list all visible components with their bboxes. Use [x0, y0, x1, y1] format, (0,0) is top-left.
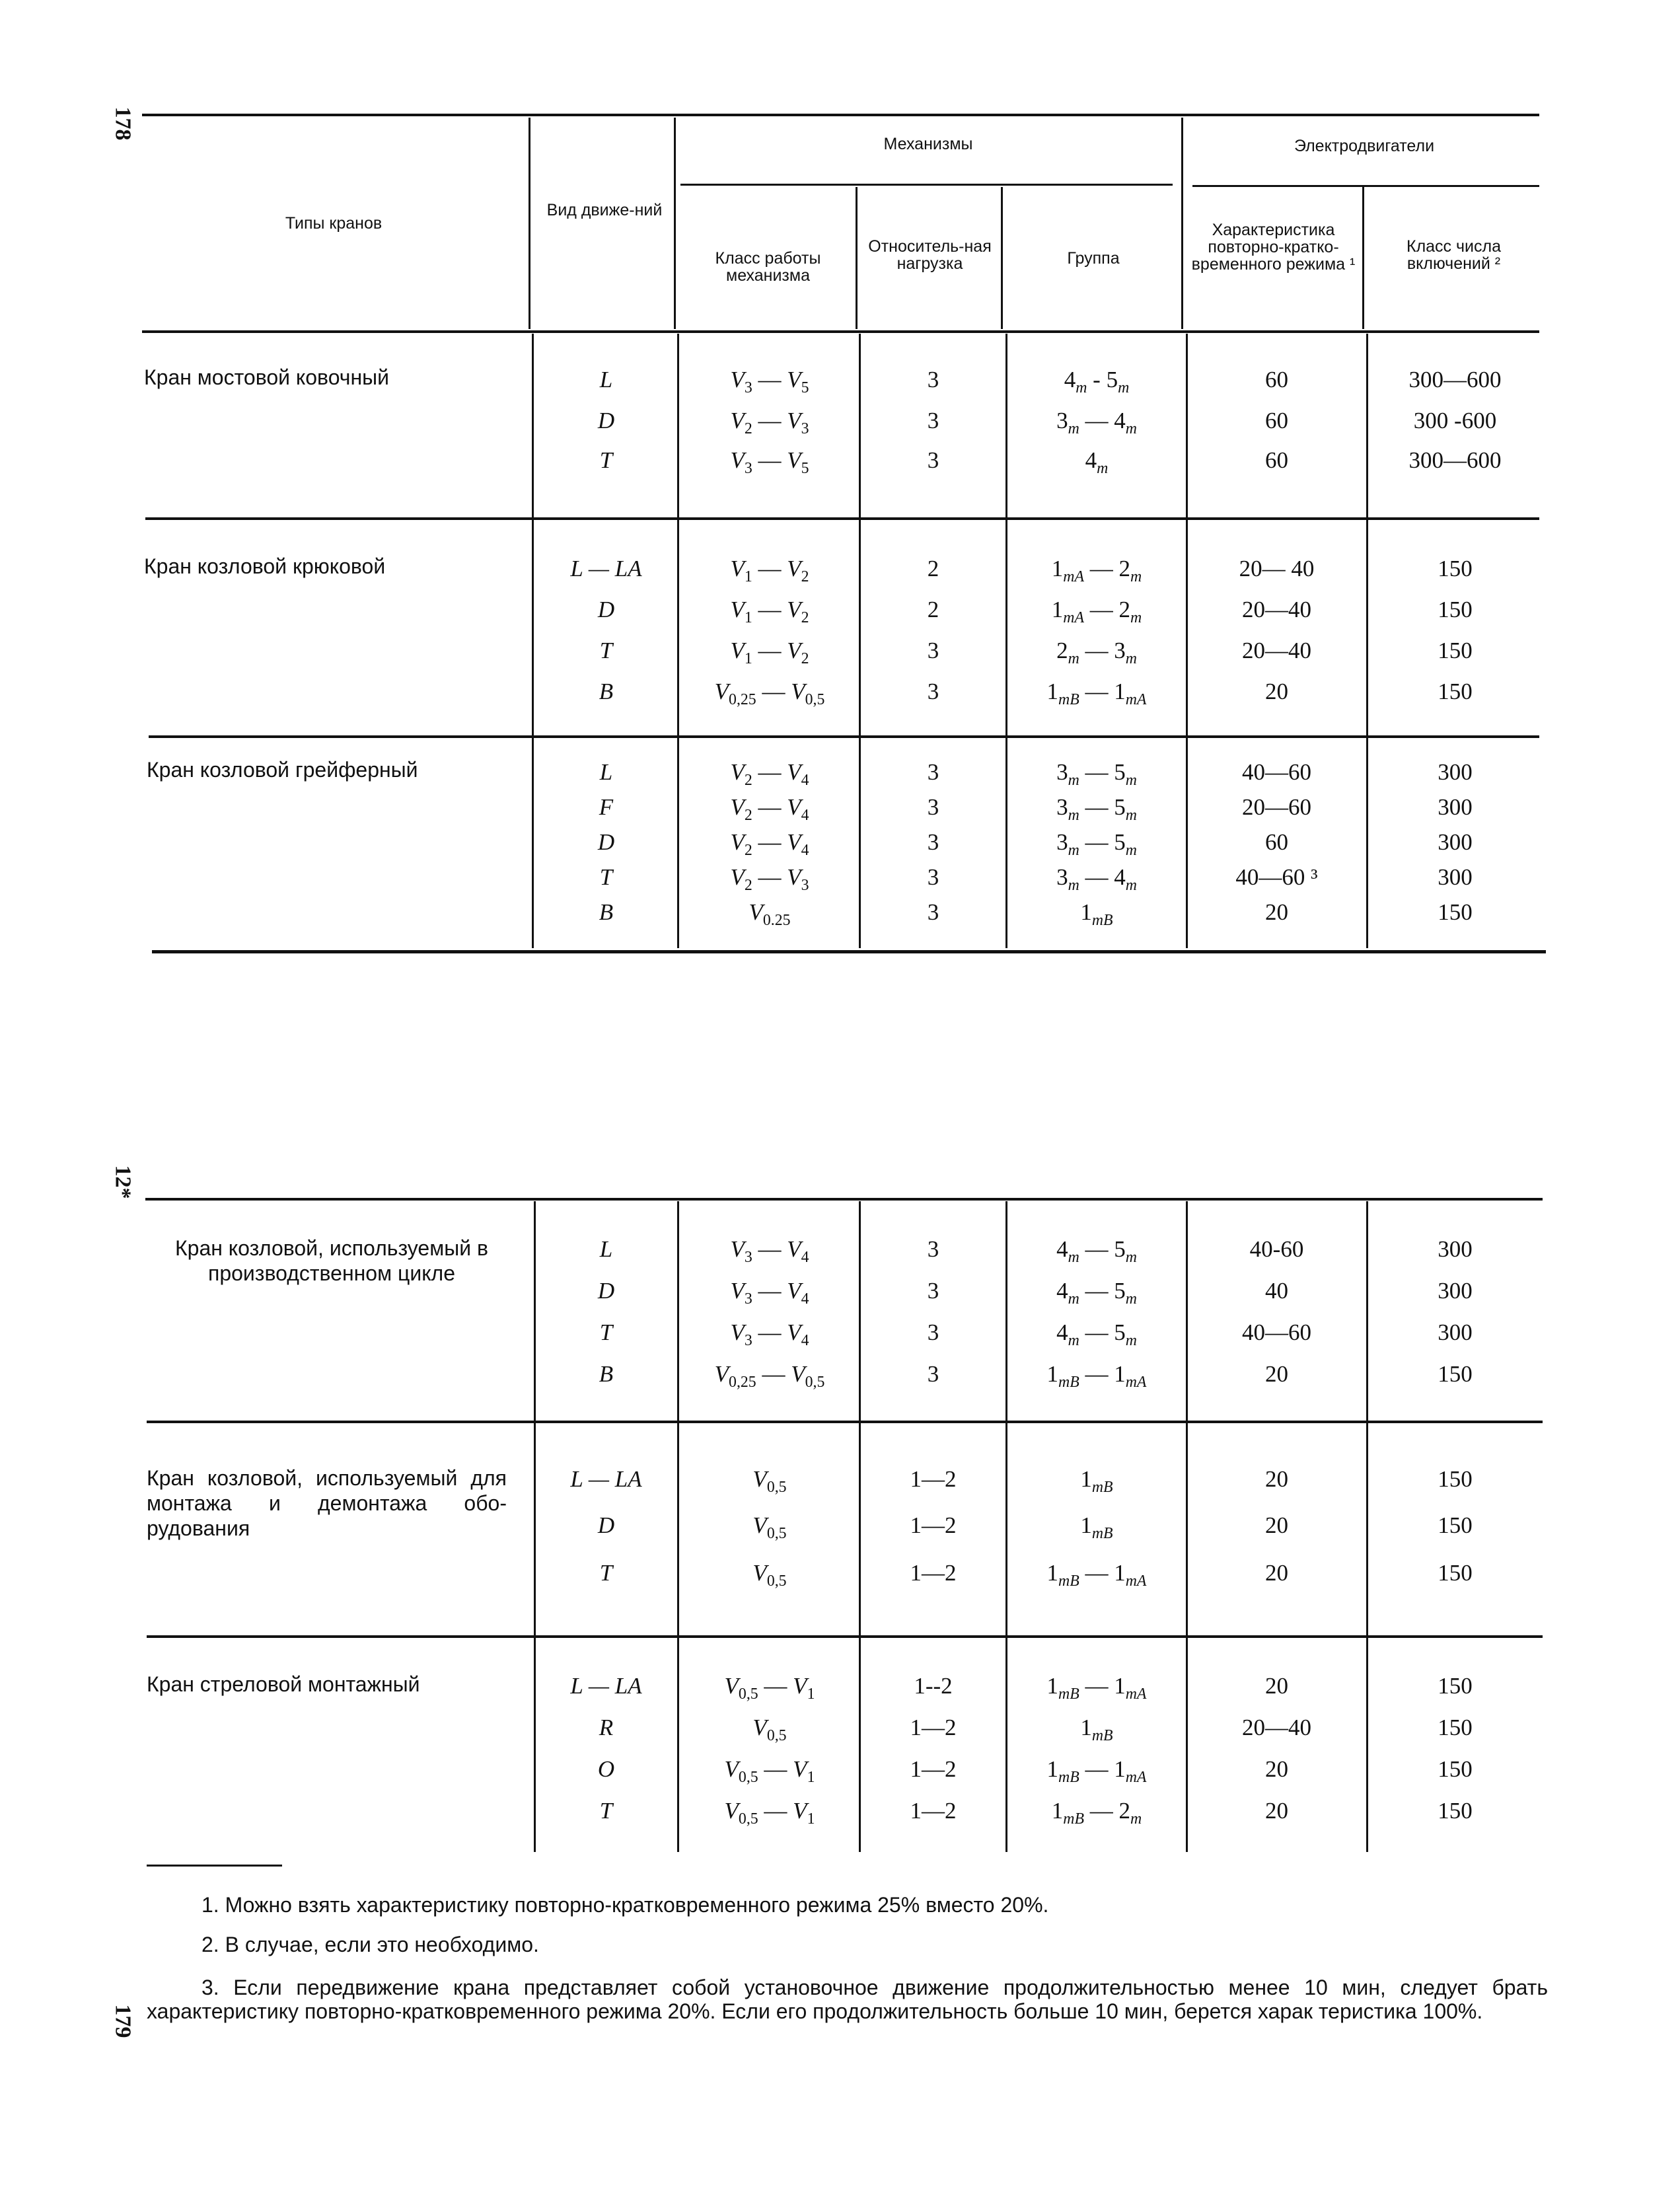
duty-cell: 40—60	[1242, 1319, 1311, 1345]
group-cell: $1_{mB}$	[1080, 1715, 1113, 1744]
footnote-2: 2. В случае, если это необходимо.	[201, 1933, 539, 1956]
motion-cell: L — LA	[570, 1466, 642, 1492]
col-rule	[677, 1201, 679, 1852]
switching-cell: 300	[1438, 864, 1473, 890]
duty-cell: 40-60	[1249, 1236, 1304, 1262]
group-cell: $3_m$ — $4_m$	[1056, 864, 1137, 894]
duty-cell: 60	[1265, 408, 1288, 433]
rule	[152, 950, 1546, 953]
motion-cell: D	[597, 597, 615, 622]
switching-cell: 300 -600	[1413, 408, 1497, 433]
switching-cell: 150	[1438, 1756, 1473, 1782]
work-class-cell: $V_3$ — $V_5$	[730, 447, 809, 477]
work-class-cell: $V_{0,5}$	[752, 1715, 787, 1744]
switching-cell: 150	[1438, 556, 1473, 581]
page-number-bottom: 179	[110, 2004, 135, 2038]
switching-cell: 300	[1438, 1319, 1473, 1345]
duty-cell: 60	[1265, 829, 1288, 855]
col-rule	[674, 118, 676, 329]
duty-cell: 20	[1265, 1466, 1288, 1492]
motion-cell: T	[599, 447, 613, 473]
rule	[145, 1198, 1543, 1201]
work-class-cell: $V_1$ — $V_2$	[730, 638, 809, 667]
group-cell: $1_{mB}$	[1080, 1512, 1113, 1542]
duty-cell: 60	[1265, 367, 1288, 392]
load-cell: 1—2	[910, 1512, 957, 1538]
motion-cell: F	[599, 794, 614, 820]
load-cell: 3	[927, 1361, 939, 1387]
duty-cell: 20	[1265, 1673, 1288, 1699]
work-class-cell: $V_{0,5}$	[752, 1560, 787, 1590]
work-class-cell: $V_3$ — $V_4$	[730, 1236, 809, 1266]
col-rule	[859, 334, 861, 948]
work-class-cell: $V_1$ — $V_2$	[730, 556, 809, 585]
motion-cell: O	[597, 1756, 615, 1782]
switching-cell: 300—600	[1408, 367, 1502, 392]
group-cell: $1_{mA}$ — $2_m$	[1051, 556, 1142, 585]
header-crane-types: Типы кранов	[285, 214, 383, 233]
work-class-cell: $V_3$ — $V_4$	[730, 1278, 809, 1308]
motion-cell: B	[599, 1361, 614, 1387]
group-cell: $1_{mB}$ — $1_{mA}$	[1046, 679, 1147, 708]
switching-cell: 150	[1438, 638, 1473, 663]
load-cell: 1—2	[910, 1466, 957, 1492]
group-cell: $1_{mB}$ — $1_{mA}$	[1046, 1361, 1147, 1391]
duty-cell: 20	[1265, 1756, 1288, 1782]
duty-cell: 40	[1265, 1278, 1288, 1304]
col-rule	[1186, 334, 1188, 948]
group-cell: $1_{mB}$	[1080, 1466, 1113, 1496]
section-label: Кран козловой, используемый в производственном цикле	[175, 1236, 488, 1285]
col-rule	[859, 1201, 861, 1852]
duty-cell: 60	[1265, 447, 1288, 473]
load-cell: 1—2	[910, 1715, 957, 1740]
load-cell: 3	[927, 367, 939, 392]
group-cell: $1_{mB}$ — $1_{mA}$	[1046, 1560, 1147, 1590]
group-cell: $3_m$ — $5_m$	[1056, 794, 1137, 824]
load-cell: 2	[927, 556, 939, 581]
work-class-cell: $V_{0,5}$ — $V_1$	[724, 1798, 815, 1828]
header-duty-characteristic: Характеристика повторно-кратко-временного режима ¹	[1191, 221, 1356, 274]
group-cell: $1_{mB}$ — $2_m$	[1051, 1798, 1142, 1828]
duty-cell: 20—60	[1242, 794, 1311, 820]
page-number-middle: 12*	[110, 1165, 135, 1199]
motion-cell: L — LA	[570, 1673, 642, 1699]
work-class-cell: $V_{0,5}$ — $V_1$	[724, 1756, 815, 1786]
motion-cell: D	[597, 408, 615, 433]
switching-cell: 300—600	[1408, 447, 1502, 473]
header-work-class: Класс работы механизма	[715, 249, 821, 285]
load-cell: 3	[927, 1236, 939, 1262]
col-rule	[1362, 187, 1364, 329]
col-rule	[1181, 118, 1183, 329]
group-cell: $1_{mB}$ — $1_{mA}$	[1046, 1673, 1147, 1703]
load-cell: 3	[927, 794, 939, 820]
switching-cell: 150	[1438, 1361, 1473, 1387]
work-class-cell: $V_{0,5}$	[752, 1466, 787, 1496]
work-class-cell: $V_3$ — $V_4$	[730, 1319, 809, 1349]
motion-cell: T	[599, 638, 613, 663]
motion-cell: D	[597, 829, 615, 855]
switching-cell: 150	[1438, 597, 1473, 622]
group-cell: $1_{mA}$ — $2_m$	[1051, 597, 1142, 626]
duty-cell: 20	[1265, 1512, 1288, 1538]
load-cell: 3	[927, 899, 939, 925]
motion-cell: T	[599, 864, 613, 890]
rule	[1192, 185, 1539, 187]
load-cell: 3	[927, 638, 939, 663]
work-class-cell: $V_{0,5}$	[752, 1512, 787, 1542]
motion-cell: L	[599, 367, 613, 392]
switching-cell: 150	[1438, 1673, 1473, 1699]
rule	[147, 1635, 1543, 1638]
group-cell: $1_{mB}$	[1080, 899, 1113, 929]
load-cell: 3	[927, 1278, 939, 1304]
switching-cell: 150	[1438, 1715, 1473, 1740]
footnote-3: 3. Если передвижение крана представляет собой установочное движение продолжительностью менее 10 мин, следует брать характеристику повторно-кратковременного режима 20%. Если его продолжительность больше 10 мин, берется харак теристика 100%.	[147, 1976, 1548, 2023]
motion-cell: T	[599, 1319, 613, 1345]
load-cell: 3	[927, 864, 939, 890]
duty-cell: 20	[1265, 1361, 1288, 1387]
page-number-top: 178	[110, 106, 135, 141]
load-cell: 2	[927, 597, 939, 622]
section-label: Кран стреловой монтажный	[147, 1672, 420, 1696]
work-class-cell: $V_3$ — $V_5$	[730, 367, 809, 396]
group-cell: $4_m$ — $5_m$	[1056, 1319, 1137, 1349]
load-cell: 1—2	[910, 1560, 957, 1586]
duty-cell: 20—40	[1242, 638, 1311, 663]
group-cell: $4_m - 5_m$	[1064, 367, 1130, 396]
duty-cell: 20—40	[1242, 597, 1311, 622]
col-rule	[1001, 187, 1003, 329]
group-cell: $2_m$ — $3_m$	[1056, 638, 1137, 667]
load-cell: 1—2	[910, 1798, 957, 1824]
load-cell: 1—2	[910, 1756, 957, 1782]
motion-cell: D	[597, 1278, 615, 1304]
duty-cell: 40—60 ³	[1235, 864, 1318, 890]
col-rule	[1186, 1201, 1188, 1852]
group-cell: $4_m$ — $5_m$	[1056, 1278, 1137, 1308]
rule	[149, 735, 1539, 738]
col-rule	[529, 118, 530, 329]
duty-cell: 40—60	[1242, 759, 1311, 785]
group-cell: $3_m$ — $4_m$	[1056, 408, 1137, 437]
rule	[145, 517, 1539, 520]
work-class-cell: $V_2$ — $V_4$	[730, 794, 809, 824]
switching-cell: 300	[1438, 1278, 1473, 1304]
load-cell: 3	[927, 679, 939, 704]
group-cell: $3_m$ — $5_m$	[1056, 759, 1137, 789]
work-class-cell: $V_2$ — $V_3$	[730, 864, 809, 894]
work-class-cell: $V_{0,25}$ — $V_{0,5}$	[714, 679, 825, 708]
duty-cell: 20	[1265, 1560, 1288, 1586]
header-switching-class: Класс числа включений ²	[1406, 237, 1501, 273]
col-rule	[532, 334, 534, 948]
load-cell: 3	[927, 829, 939, 855]
header-motion-type: Вид движе-ний	[546, 201, 663, 219]
load-cell: 3	[927, 759, 939, 785]
col-rule	[677, 334, 679, 948]
load-cell: 3	[927, 1319, 939, 1345]
footnote-1: 1. Можно взять характеристику повторно-кратковременного режима 25% вместо 20%.	[201, 1893, 1049, 1917]
work-class-cell: $V_2$ — $V_3$	[730, 408, 809, 437]
duty-cell: 20	[1265, 679, 1288, 704]
switching-cell: 150	[1438, 1512, 1473, 1538]
header-group: Группа	[1067, 249, 1120, 268]
work-class-cell: $V_2$ — $V_4$	[730, 759, 809, 789]
switching-cell: 150	[1438, 679, 1473, 704]
switching-cell: 150	[1438, 1798, 1473, 1824]
switching-cell: 150	[1438, 899, 1473, 925]
motion-cell: T	[599, 1560, 613, 1586]
work-class-cell: $V_{0.25}$	[749, 899, 791, 929]
load-cell: 1--2	[914, 1673, 953, 1699]
duty-cell: 20	[1265, 1798, 1288, 1824]
section-label: Кран мостовой ковочный	[144, 365, 389, 389]
switching-cell: 300	[1438, 759, 1473, 785]
motion-cell: B	[599, 899, 614, 925]
switching-cell: 300	[1438, 829, 1473, 855]
motion-cell: L	[599, 1236, 613, 1262]
duty-cell: 20— 40	[1239, 556, 1315, 581]
load-cell: 3	[927, 408, 939, 433]
switching-cell: 150	[1438, 1466, 1473, 1492]
section-label: Кран козловой крюковой	[144, 554, 386, 578]
group-cell: $4_m$	[1085, 447, 1109, 477]
col-rule	[856, 187, 858, 329]
rule	[142, 114, 1539, 116]
switching-cell: 150	[1438, 1560, 1473, 1586]
group-cell: $1_{mB}$ — $1_{mA}$	[1046, 1756, 1147, 1786]
rule	[680, 184, 1173, 186]
load-cell: 3	[927, 447, 939, 473]
group-cell: $3_m$ — $5_m$	[1056, 829, 1137, 859]
rule	[142, 330, 1539, 333]
motion-cell: R	[599, 1715, 614, 1740]
rule	[147, 1421, 1543, 1423]
work-class-cell: $V_1$ — $V_2$	[730, 597, 809, 626]
motion-cell: B	[599, 679, 614, 704]
section-label: Кран козловой грейферный	[147, 758, 418, 782]
duty-cell: 20—40	[1242, 1715, 1311, 1740]
rule	[147, 1865, 282, 1867]
header-motors: Электродвигатели	[1294, 137, 1435, 155]
motion-cell: T	[599, 1798, 613, 1824]
work-class-cell: $V_{0,25}$ — $V_{0,5}$	[714, 1361, 825, 1391]
header-relative-load: Относитель-ная нагрузка	[868, 237, 992, 273]
group-cell: $4_m$ — $5_m$	[1056, 1236, 1137, 1266]
work-class-cell: $V_2$ — $V_4$	[730, 829, 809, 859]
header-mechanisms: Механизмы	[883, 135, 973, 153]
duty-cell: 20	[1265, 899, 1288, 925]
motion-cell: D	[597, 1512, 615, 1538]
switching-cell: 300	[1438, 794, 1473, 820]
work-class-cell: $V_{0,5}$ — $V_1$	[724, 1673, 815, 1703]
motion-cell: L	[599, 759, 613, 785]
switching-cell: 300	[1438, 1236, 1473, 1262]
motion-cell: L — LA	[570, 556, 642, 581]
section-label: Кран козловой, используемый для монтажа и демонтажа обо-рудования	[147, 1466, 507, 1540]
